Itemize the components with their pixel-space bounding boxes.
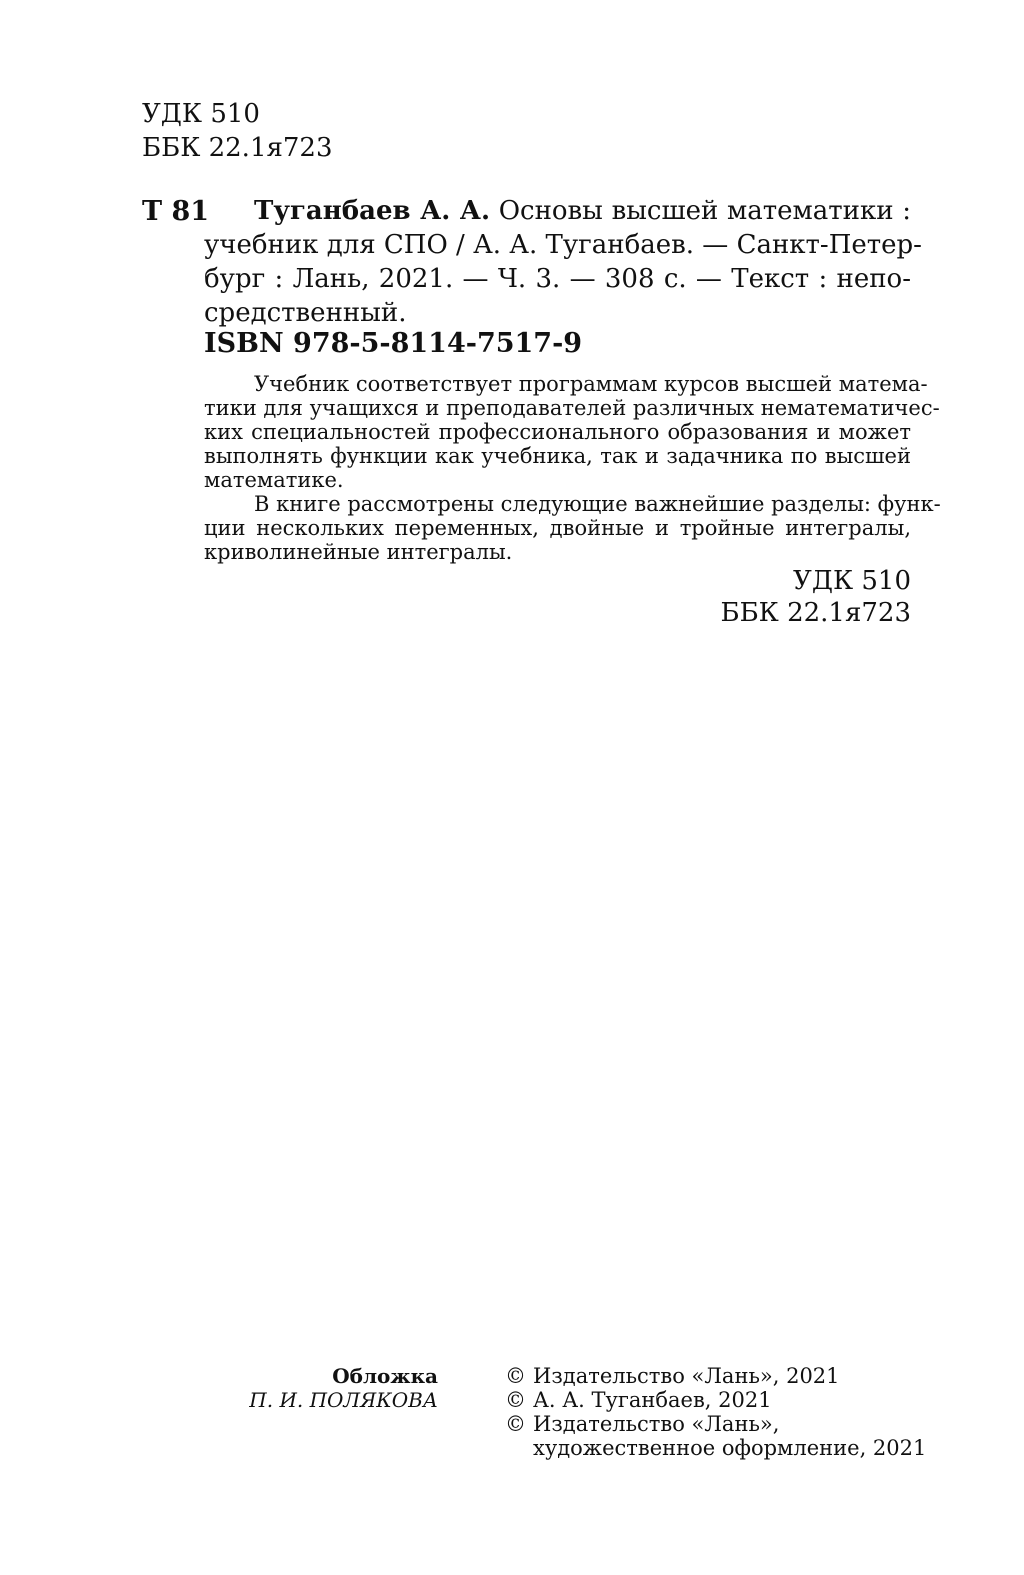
isbn: ISBN 978-5-8114-7517-9 <box>204 328 583 359</box>
annotation-line: ции нескольких переменных, двойные и тройные интегралы, <box>204 516 911 540</box>
cover-artist: П. И. ПОЛЯКОВА <box>249 1388 438 1412</box>
annotation-line: Учебник соответствует программам курсов высшей матема- <box>254 372 928 396</box>
annotation <box>204 372 941 564</box>
copyright-line <box>505 1388 926 1412</box>
book-title: Основы высшей математики : <box>498 196 911 226</box>
annotation-line: математике. <box>204 468 344 492</box>
bbk-code: ББК 22.1я723 <box>142 133 333 163</box>
copyright-continuation: художественное оформление, 2021 <box>533 1436 927 1460</box>
copyright-block <box>505 1364 926 1460</box>
copyright-text: Издательство «Лань», <box>533 1412 780 1436</box>
annotation-line: тики для учащихся и преподавателей различных нематематичес- <box>204 396 940 420</box>
codes-right <box>720 565 911 629</box>
copyright-line <box>505 1364 926 1388</box>
bbk-code-right: ББК 22.1я723 <box>720 598 911 628</box>
copyright-text: Издательство «Лань», 2021 <box>533 1364 840 1388</box>
author-mark: Т 81 <box>142 196 210 227</box>
copyright-text: А. А. Туганбаев, 2021 <box>533 1388 772 1412</box>
author-name: Туганбаев А. А. <box>254 196 490 226</box>
copyright-symbol: © <box>505 1388 526 1412</box>
annotation-line: выполнять функции как учебника, так и задачника по высшей <box>204 444 911 468</box>
udk-code: УДК 510 <box>142 99 260 129</box>
copyright-symbol: © <box>505 1412 526 1436</box>
cover-role: Обложка <box>332 1364 438 1388</box>
annotation-line: криволинейные интегралы. <box>204 540 513 564</box>
annotation-line: В книге рассмотрены следующие важнейшие разделы: функ- <box>254 492 941 516</box>
bib-line-1 <box>204 194 911 228</box>
udk-code-right: УДК 510 <box>793 566 911 596</box>
annotation-line: ких специальностей профессионального образования и может <box>204 420 911 444</box>
bib-line-2: учебник для СПО / А. А. Туганбаев. — Санкт-Петер- <box>204 230 922 260</box>
cover-credit <box>249 1364 438 1412</box>
copyright-line <box>505 1412 926 1436</box>
bib-line-4: средственный. <box>204 298 407 328</box>
bibliographic-record <box>204 194 922 330</box>
bib-line-3: бург : Лань, 2021. — Ч. 3. — 308 с. — Текст : непо- <box>204 264 911 294</box>
copyright-symbol: © <box>505 1364 526 1388</box>
